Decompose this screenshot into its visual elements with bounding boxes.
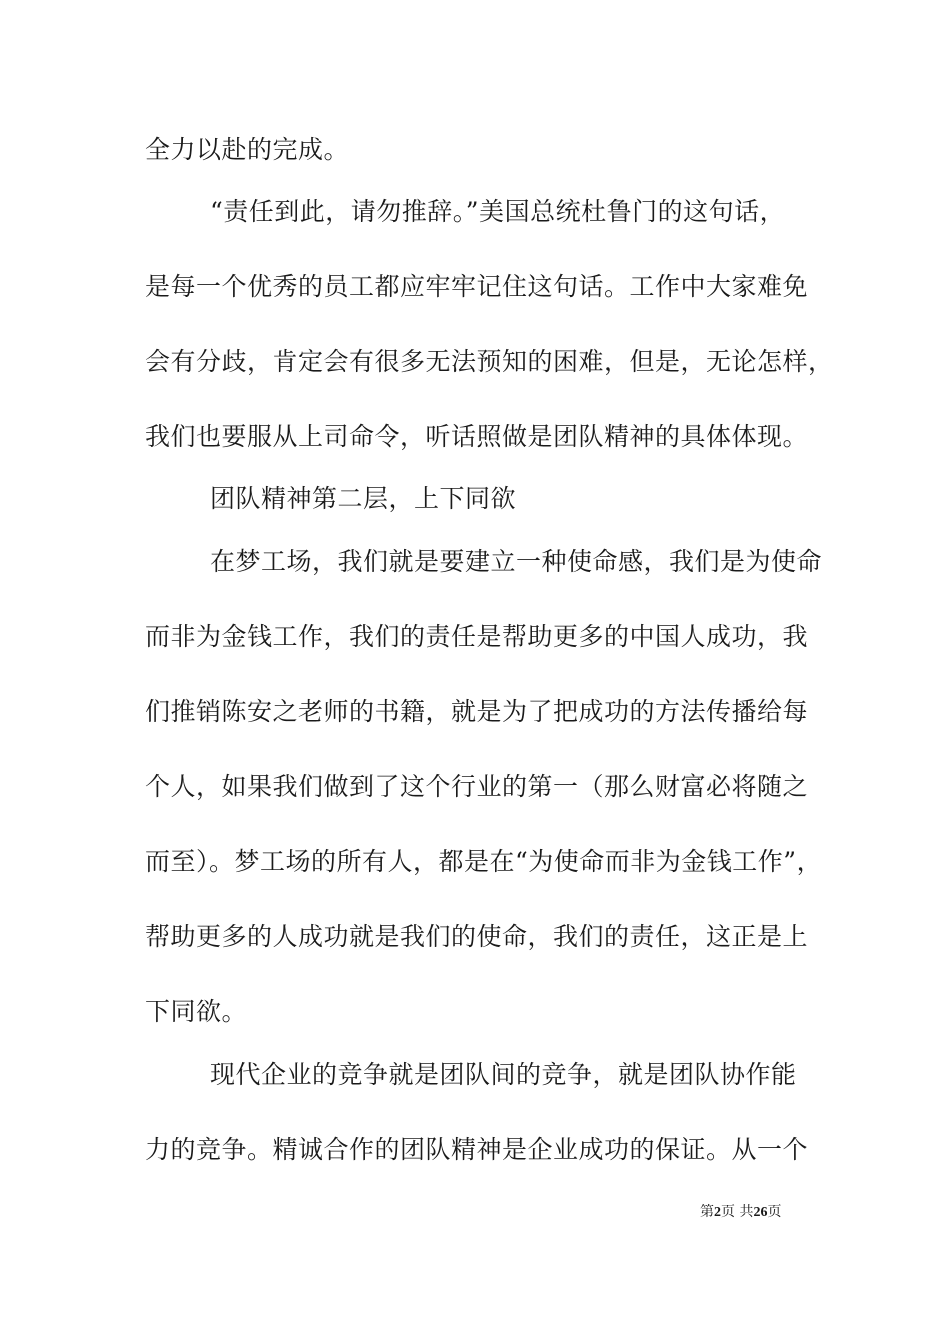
body-line: 全力以赴的完成。 bbox=[145, 135, 350, 164]
body-line: 而至）。梦工场的所有人，都是在“为使命而非为金钱工作”， bbox=[145, 847, 823, 876]
body-line: 下同欲。 bbox=[145, 997, 248, 1026]
footer-suffix: 页 bbox=[767, 1204, 782, 1220]
body-line: 而非为金钱工作，我们的责任是帮助更多的中国人成功，我 bbox=[145, 622, 809, 651]
body-line: 个人，如果我们做到了这个行业的第一（那么财富必将随之 bbox=[145, 772, 809, 801]
body-line: 现代企业的竞争就是团队间的竞争，就是团队协作能 bbox=[210, 1060, 797, 1089]
page-number-footer bbox=[700, 1203, 781, 1222]
body-line: 力的竞争。精诚合作的团队精神是企业成功的保证。从一个 bbox=[145, 1135, 809, 1164]
body-line: 帮助更多的人成功就是我们的使命，我们的责任，这正是上 bbox=[145, 922, 809, 951]
footer-prefix: 第 bbox=[700, 1204, 714, 1220]
body-line: 在梦工场，我们就是要建立一种使命感，我们是为使命 bbox=[210, 547, 823, 576]
body-line: 我们也要服从上司命令，听话照做是团队精神的具体体现。 bbox=[145, 422, 809, 451]
footer-middle: 页 共 bbox=[721, 1204, 754, 1220]
section-heading: 团队精神第二层，上下同欲 bbox=[210, 484, 517, 513]
body-line: 们推销陈安之老师的书籍，就是为了把成功的方法传播给每 bbox=[145, 697, 809, 726]
body-line: “责任到此，请勿推辞。”美国总统杜鲁门的这句话， bbox=[210, 197, 786, 226]
current-page-number: 2 bbox=[714, 1205, 721, 1220]
total-pages-number: 26 bbox=[753, 1205, 768, 1220]
body-line: 是每一个优秀的员工都应牢牢记住这句话。工作中大家难免 bbox=[145, 272, 809, 301]
body-line: 会有分歧，肯定会有很多无法预知的困难，但是，无论怎样， bbox=[145, 347, 834, 376]
